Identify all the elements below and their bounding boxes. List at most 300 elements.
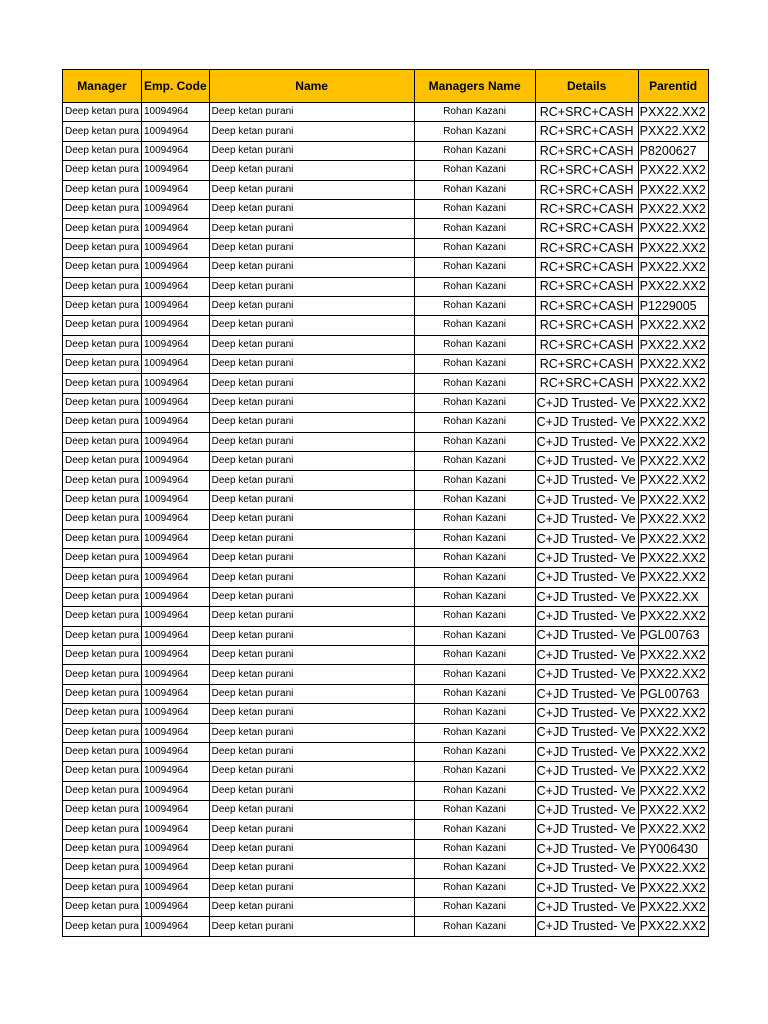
cell-emp-code[interactable]: 10094964	[141, 199, 209, 218]
cell-emp-code[interactable]: 10094964	[141, 141, 209, 160]
cell-manager[interactable]: Deep ketan pura	[63, 490, 142, 509]
cell-parentid[interactable]: PXX22.XX2	[638, 374, 708, 393]
cell-manager[interactable]: Deep ketan pura	[63, 374, 142, 393]
cell-emp-code[interactable]: 10094964	[141, 374, 209, 393]
cell-name[interactable]: Deep ketan purani	[209, 452, 414, 471]
table-row	[63, 839, 709, 858]
cell-details[interactable]: C+JD Trusted- Ve	[535, 742, 638, 761]
cell-details[interactable]: C+JD Trusted- Ve	[535, 432, 638, 451]
cell-name[interactable]: Deep ketan purani	[209, 355, 414, 374]
cell-details[interactable]: C+JD Trusted- Ve	[535, 839, 638, 858]
cell-parentid[interactable]: PXX22.XX2	[638, 471, 708, 490]
cell-manager[interactable]: Deep ketan pura	[63, 161, 142, 180]
cell-name[interactable]: Deep ketan purani	[209, 781, 414, 800]
cell-details[interactable]: C+JD Trusted- Ve	[535, 510, 638, 529]
cell-manager[interactable]: Deep ketan pura	[63, 645, 142, 664]
cell-name[interactable]: Deep ketan purani	[209, 122, 414, 141]
cell-managers-name[interactable]: Rohan Kazani	[414, 355, 535, 374]
cell-details[interactable]: RC+SRC+CASH	[535, 199, 638, 218]
cell-name[interactable]: Deep ketan purani	[209, 258, 414, 277]
table-body	[63, 103, 709, 937]
table-row	[63, 781, 709, 800]
table-row	[63, 161, 709, 180]
table-row	[63, 452, 709, 471]
cell-details[interactable]: RC+SRC+CASH	[535, 296, 638, 315]
cell-managers-name[interactable]: Rohan Kazani	[414, 704, 535, 723]
cell-managers-name[interactable]: Rohan Kazani	[414, 432, 535, 451]
cell-managers-name[interactable]: Rohan Kazani	[414, 471, 535, 490]
cell-manager[interactable]: Deep ketan pura	[63, 859, 142, 878]
cell-details[interactable]: C+JD Trusted- Ve	[535, 878, 638, 897]
cell-emp-code[interactable]: 10094964	[141, 820, 209, 839]
cell-details[interactable]: C+JD Trusted- Ve	[535, 723, 638, 742]
cell-managers-name[interactable]: Rohan Kazani	[414, 258, 535, 277]
cell-name[interactable]: Deep ketan purani	[209, 219, 414, 238]
cell-parentid[interactable]: PXX22.XX2	[638, 568, 708, 587]
cell-details[interactable]: RC+SRC+CASH	[535, 161, 638, 180]
cell-parentid[interactable]: PXX22.XX2	[638, 219, 708, 238]
cell-managers-name[interactable]: Rohan Kazani	[414, 161, 535, 180]
cell-managers-name[interactable]: Rohan Kazani	[414, 180, 535, 199]
cell-parentid[interactable]: PXX22.XX2	[638, 103, 708, 122]
cell-emp-code[interactable]: 10094964	[141, 665, 209, 684]
cell-parentid[interactable]: P1229005	[638, 296, 708, 315]
cell-name[interactable]: Deep ketan purani	[209, 820, 414, 839]
cell-parentid[interactable]: PXX22.XX2	[638, 161, 708, 180]
cell-emp-code[interactable]: 10094964	[141, 878, 209, 897]
cell-emp-code[interactable]: 10094964	[141, 316, 209, 335]
cell-emp-code[interactable]: 10094964	[141, 898, 209, 917]
cell-parentid[interactable]: PXX22.XX2	[638, 820, 708, 839]
cell-parentid[interactable]: PXX22.XX2	[638, 180, 708, 199]
cell-manager[interactable]: Deep ketan pura	[63, 432, 142, 451]
header-manager[interactable]: Manager	[63, 70, 142, 103]
cell-parentid[interactable]: PXX22.XX2	[638, 607, 708, 626]
cell-details[interactable]: C+JD Trusted- Ve	[535, 626, 638, 645]
cell-managers-name[interactable]: Rohan Kazani	[414, 878, 535, 897]
cell-name[interactable]: Deep ketan purani	[209, 277, 414, 296]
cell-managers-name[interactable]: Rohan Kazani	[414, 316, 535, 335]
cell-parentid[interactable]: PXX22.XX2	[638, 452, 708, 471]
cell-details[interactable]: RC+SRC+CASH	[535, 374, 638, 393]
cell-details[interactable]: RC+SRC+CASH	[535, 141, 638, 160]
cell-emp-code[interactable]: 10094964	[141, 219, 209, 238]
cell-parentid[interactable]: PXX22.XX2	[638, 199, 708, 218]
cell-managers-name[interactable]: Rohan Kazani	[414, 898, 535, 917]
cell-parentid[interactable]: PXX22.XX2	[638, 548, 708, 567]
cell-manager[interactable]: Deep ketan pura	[63, 316, 142, 335]
cell-name[interactable]: Deep ketan purani	[209, 723, 414, 742]
cell-details[interactable]: C+JD Trusted- Ve	[535, 917, 638, 936]
cell-emp-code[interactable]: 10094964	[141, 413, 209, 432]
table-row	[63, 742, 709, 761]
cell-emp-code[interactable]: 10094964	[141, 471, 209, 490]
cell-details[interactable]: RC+SRC+CASH	[535, 258, 638, 277]
cell-emp-code[interactable]: 10094964	[141, 859, 209, 878]
cell-manager[interactable]: Deep ketan pura	[63, 665, 142, 684]
cell-name[interactable]: Deep ketan purani	[209, 413, 414, 432]
table-row	[63, 393, 709, 412]
cell-name[interactable]: Deep ketan purani	[209, 141, 414, 160]
cell-name[interactable]: Deep ketan purani	[209, 684, 414, 703]
table-row	[63, 374, 709, 393]
cell-manager[interactable]: Deep ketan pura	[63, 180, 142, 199]
cell-details[interactable]: C+JD Trusted- Ve	[535, 704, 638, 723]
cell-parentid[interactable]: PXX22.XX	[638, 587, 708, 606]
cell-parentid[interactable]: PXX22.XX2	[638, 645, 708, 664]
cell-manager[interactable]: Deep ketan pura	[63, 801, 142, 820]
cell-manager[interactable]: Deep ketan pura	[63, 626, 142, 645]
cell-details[interactable]: C+JD Trusted- Ve	[535, 568, 638, 587]
table-row	[63, 199, 709, 218]
cell-managers-name[interactable]: Rohan Kazani	[414, 219, 535, 238]
cell-manager[interactable]: Deep ketan pura	[63, 878, 142, 897]
cell-parentid[interactable]: PXX22.XX2	[638, 355, 708, 374]
cell-managers-name[interactable]: Rohan Kazani	[414, 122, 535, 141]
cell-parentid[interactable]: PXX22.XX2	[638, 859, 708, 878]
header-name[interactable]: Name	[209, 70, 414, 103]
cell-emp-code[interactable]: 10094964	[141, 607, 209, 626]
cell-emp-code[interactable]: 10094964	[141, 490, 209, 509]
cell-name[interactable]: Deep ketan purani	[209, 587, 414, 606]
cell-name[interactable]: Deep ketan purani	[209, 626, 414, 645]
cell-parentid[interactable]: PXX22.XX2	[638, 801, 708, 820]
cell-details[interactable]: RC+SRC+CASH	[535, 277, 638, 296]
cell-emp-code[interactable]: 10094964	[141, 548, 209, 567]
cell-emp-code[interactable]: 10094964	[141, 355, 209, 374]
cell-managers-name[interactable]: Rohan Kazani	[414, 393, 535, 412]
cell-manager[interactable]: Deep ketan pura	[63, 684, 142, 703]
cell-manager[interactable]: Deep ketan pura	[63, 393, 142, 412]
cell-manager[interactable]: Deep ketan pura	[63, 452, 142, 471]
cell-name[interactable]: Deep ketan purani	[209, 704, 414, 723]
cell-manager[interactable]: Deep ketan pura	[63, 141, 142, 160]
table-row	[63, 587, 709, 606]
cell-emp-code[interactable]: 10094964	[141, 781, 209, 800]
cell-details[interactable]: C+JD Trusted- Ve	[535, 490, 638, 509]
cell-details[interactable]: C+JD Trusted- Ve	[535, 393, 638, 412]
cell-name[interactable]: Deep ketan purani	[209, 859, 414, 878]
cell-manager[interactable]: Deep ketan pura	[63, 548, 142, 567]
table-row	[63, 645, 709, 664]
cell-parentid[interactable]: PXX22.XX2	[638, 742, 708, 761]
cell-managers-name[interactable]: Rohan Kazani	[414, 781, 535, 800]
cell-details[interactable]: C+JD Trusted- Ve	[535, 801, 638, 820]
cell-managers-name[interactable]: Rohan Kazani	[414, 277, 535, 296]
cell-manager[interactable]: Deep ketan pura	[63, 529, 142, 548]
cell-details[interactable]: C+JD Trusted- Ve	[535, 645, 638, 664]
table-row	[63, 258, 709, 277]
cell-emp-code[interactable]: 10094964	[141, 762, 209, 781]
cell-manager[interactable]: Deep ketan pura	[63, 277, 142, 296]
cell-manager[interactable]: Deep ketan pura	[63, 917, 142, 936]
cell-name[interactable]: Deep ketan purani	[209, 645, 414, 664]
table-row	[63, 103, 709, 122]
cell-name[interactable]: Deep ketan purani	[209, 510, 414, 529]
cell-name[interactable]: Deep ketan purani	[209, 742, 414, 761]
cell-details[interactable]: C+JD Trusted- Ve	[535, 548, 638, 567]
cell-managers-name[interactable]: Rohan Kazani	[414, 529, 535, 548]
cell-manager[interactable]: Deep ketan pura	[63, 238, 142, 257]
cell-details[interactable]: RC+SRC+CASH	[535, 238, 638, 257]
cell-parentid[interactable]: PGL00763	[638, 626, 708, 645]
cell-emp-code[interactable]: 10094964	[141, 704, 209, 723]
cell-emp-code[interactable]: 10094964	[141, 723, 209, 742]
cell-details[interactable]: RC+SRC+CASH	[535, 180, 638, 199]
cell-emp-code[interactable]: 10094964	[141, 432, 209, 451]
header-details[interactable]: Details	[535, 70, 638, 103]
table-row	[63, 529, 709, 548]
cell-details[interactable]: RC+SRC+CASH	[535, 219, 638, 238]
cell-name[interactable]: Deep ketan purani	[209, 878, 414, 897]
cell-parentid[interactable]: PXX22.XX2	[638, 917, 708, 936]
cell-managers-name[interactable]: Rohan Kazani	[414, 141, 535, 160]
cell-manager[interactable]: Deep ketan pura	[63, 103, 142, 122]
cell-details[interactable]: C+JD Trusted- Ve	[535, 471, 638, 490]
cell-managers-name[interactable]: Rohan Kazani	[414, 820, 535, 839]
cell-emp-code[interactable]: 10094964	[141, 568, 209, 587]
cell-managers-name[interactable]: Rohan Kazani	[414, 335, 535, 354]
cell-manager[interactable]: Deep ketan pura	[63, 471, 142, 490]
cell-name[interactable]: Deep ketan purani	[209, 199, 414, 218]
cell-manager[interactable]: Deep ketan pura	[63, 199, 142, 218]
cell-name[interactable]: Deep ketan purani	[209, 180, 414, 199]
table-row	[63, 762, 709, 781]
cell-managers-name[interactable]: Rohan Kazani	[414, 742, 535, 761]
cell-name[interactable]: Deep ketan purani	[209, 898, 414, 917]
table-row	[63, 626, 709, 645]
cell-emp-code[interactable]: 10094964	[141, 296, 209, 315]
cell-emp-code[interactable]: 10094964	[141, 103, 209, 122]
cell-manager[interactable]: Deep ketan pura	[63, 820, 142, 839]
cell-emp-code[interactable]: 10094964	[141, 626, 209, 645]
table-row	[63, 238, 709, 257]
cell-parentid[interactable]: PXX22.XX2	[638, 413, 708, 432]
cell-name[interactable]: Deep ketan purani	[209, 548, 414, 567]
cell-manager[interactable]: Deep ketan pura	[63, 781, 142, 800]
cell-name[interactable]: Deep ketan purani	[209, 296, 414, 315]
cell-name[interactable]: Deep ketan purani	[209, 490, 414, 509]
header-managers-name[interactable]: Managers Name	[414, 70, 535, 103]
cell-managers-name[interactable]: Rohan Kazani	[414, 568, 535, 587]
cell-details[interactable]: C+JD Trusted- Ve	[535, 820, 638, 839]
cell-parentid[interactable]: PXX22.XX2	[638, 258, 708, 277]
cell-details[interactable]: RC+SRC+CASH	[535, 316, 638, 335]
cell-parentid[interactable]: PGL00763	[638, 684, 708, 703]
spreadsheet-table	[62, 69, 709, 937]
cell-name[interactable]: Deep ketan purani	[209, 762, 414, 781]
table-row	[63, 684, 709, 703]
table-row	[63, 432, 709, 451]
cell-emp-code[interactable]: 10094964	[141, 801, 209, 820]
cell-manager[interactable]: Deep ketan pura	[63, 742, 142, 761]
cell-managers-name[interactable]: Rohan Kazani	[414, 723, 535, 742]
cell-details[interactable]: RC+SRC+CASH	[535, 335, 638, 354]
cell-emp-code[interactable]: 10094964	[141, 529, 209, 548]
cell-managers-name[interactable]: Rohan Kazani	[414, 199, 535, 218]
cell-managers-name[interactable]: Rohan Kazani	[414, 452, 535, 471]
cell-managers-name[interactable]: Rohan Kazani	[414, 684, 535, 703]
table-row	[63, 277, 709, 296]
cell-details[interactable]: RC+SRC+CASH	[535, 103, 638, 122]
cell-parentid[interactable]: PXX22.XX2	[638, 878, 708, 897]
header-emp-code[interactable]: Emp. Code	[141, 70, 209, 103]
cell-managers-name[interactable]: Rohan Kazani	[414, 645, 535, 664]
table-row	[63, 548, 709, 567]
cell-emp-code[interactable]: 10094964	[141, 335, 209, 354]
cell-managers-name[interactable]: Rohan Kazani	[414, 103, 535, 122]
cell-details[interactable]: C+JD Trusted- Ve	[535, 587, 638, 606]
cell-details[interactable]: C+JD Trusted- Ve	[535, 665, 638, 684]
cell-emp-code[interactable]: 10094964	[141, 393, 209, 412]
cell-parentid[interactable]: PXX22.XX2	[638, 781, 708, 800]
cell-name[interactable]: Deep ketan purani	[209, 335, 414, 354]
cell-details[interactable]: C+JD Trusted- Ve	[535, 781, 638, 800]
cell-name[interactable]: Deep ketan purani	[209, 801, 414, 820]
table-row	[63, 355, 709, 374]
cell-managers-name[interactable]: Rohan Kazani	[414, 801, 535, 820]
cell-emp-code[interactable]: 10094964	[141, 258, 209, 277]
cell-name[interactable]: Deep ketan purani	[209, 568, 414, 587]
cell-details[interactable]: C+JD Trusted- Ve	[535, 859, 638, 878]
cell-parentid[interactable]: PXX22.XX2	[638, 529, 708, 548]
cell-emp-code[interactable]: 10094964	[141, 238, 209, 257]
cell-managers-name[interactable]: Rohan Kazani	[414, 607, 535, 626]
cell-emp-code[interactable]: 10094964	[141, 452, 209, 471]
cell-name[interactable]: Deep ketan purani	[209, 432, 414, 451]
table-row	[63, 607, 709, 626]
cell-managers-name[interactable]: Rohan Kazani	[414, 548, 535, 567]
cell-parentid[interactable]: PXX22.XX2	[638, 277, 708, 296]
cell-parentid[interactable]: PXX22.XX2	[638, 432, 708, 451]
cell-emp-code[interactable]: 10094964	[141, 839, 209, 858]
cell-parentid[interactable]: PY006430	[638, 839, 708, 858]
cell-managers-name[interactable]: Rohan Kazani	[414, 859, 535, 878]
cell-managers-name[interactable]: Rohan Kazani	[414, 917, 535, 936]
cell-manager[interactable]: Deep ketan pura	[63, 219, 142, 238]
cell-managers-name[interactable]: Rohan Kazani	[414, 490, 535, 509]
cell-emp-code[interactable]: 10094964	[141, 742, 209, 761]
cell-manager[interactable]: Deep ketan pura	[63, 587, 142, 606]
cell-details[interactable]: C+JD Trusted- Ve	[535, 762, 638, 781]
cell-manager[interactable]: Deep ketan pura	[63, 258, 142, 277]
cell-details[interactable]: C+JD Trusted- Ve	[535, 898, 638, 917]
cell-managers-name[interactable]: Rohan Kazani	[414, 510, 535, 529]
cell-emp-code[interactable]: 10094964	[141, 684, 209, 703]
cell-emp-code[interactable]: 10094964	[141, 277, 209, 296]
cell-name[interactable]: Deep ketan purani	[209, 665, 414, 684]
cell-managers-name[interactable]: Rohan Kazani	[414, 626, 535, 645]
table-row	[63, 568, 709, 587]
cell-parentid[interactable]: PXX22.XX2	[638, 490, 708, 509]
cell-managers-name[interactable]: Rohan Kazani	[414, 665, 535, 684]
cell-details[interactable]: RC+SRC+CASH	[535, 355, 638, 374]
cell-parentid[interactable]: PXX22.XX2	[638, 238, 708, 257]
cell-managers-name[interactable]: Rohan Kazani	[414, 296, 535, 315]
cell-parentid[interactable]: PXX22.XX2	[638, 898, 708, 917]
cell-details[interactable]: RC+SRC+CASH	[535, 122, 638, 141]
cell-parentid[interactable]: PXX22.XX2	[638, 316, 708, 335]
header-row	[63, 70, 709, 103]
cell-parentid[interactable]: P8200627	[638, 141, 708, 160]
cell-details[interactable]: C+JD Trusted- Ve	[535, 607, 638, 626]
cell-manager[interactable]: Deep ketan pura	[63, 335, 142, 354]
cell-name[interactable]: Deep ketan purani	[209, 374, 414, 393]
cell-details[interactable]: C+JD Trusted- Ve	[535, 684, 638, 703]
cell-emp-code[interactable]: 10094964	[141, 510, 209, 529]
cell-details[interactable]: C+JD Trusted- Ve	[535, 452, 638, 471]
cell-details[interactable]: C+JD Trusted- Ve	[535, 529, 638, 548]
cell-name[interactable]: Deep ketan purani	[209, 161, 414, 180]
cell-name[interactable]: Deep ketan purani	[209, 839, 414, 858]
table-row	[63, 335, 709, 354]
cell-emp-code[interactable]: 10094964	[141, 122, 209, 141]
cell-manager[interactable]: Deep ketan pura	[63, 607, 142, 626]
cell-name[interactable]: Deep ketan purani	[209, 103, 414, 122]
cell-manager[interactable]: Deep ketan pura	[63, 762, 142, 781]
cell-managers-name[interactable]: Rohan Kazani	[414, 587, 535, 606]
table-row	[63, 820, 709, 839]
cell-name[interactable]: Deep ketan purani	[209, 238, 414, 257]
cell-name[interactable]: Deep ketan purani	[209, 393, 414, 412]
cell-managers-name[interactable]: Rohan Kazani	[414, 413, 535, 432]
cell-manager[interactable]: Deep ketan pura	[63, 568, 142, 587]
cell-manager[interactable]: Deep ketan pura	[63, 898, 142, 917]
table-row	[63, 141, 709, 160]
cell-parentid[interactable]: PXX22.XX2	[638, 723, 708, 742]
cell-manager[interactable]: Deep ketan pura	[63, 704, 142, 723]
cell-managers-name[interactable]: Rohan Kazani	[414, 374, 535, 393]
cell-parentid[interactable]: PXX22.XX2	[638, 510, 708, 529]
table-row	[63, 180, 709, 199]
cell-manager[interactable]: Deep ketan pura	[63, 122, 142, 141]
cell-emp-code[interactable]: 10094964	[141, 645, 209, 664]
table-row	[63, 878, 709, 897]
cell-name[interactable]: Deep ketan purani	[209, 607, 414, 626]
cell-manager[interactable]: Deep ketan pura	[63, 296, 142, 315]
cell-managers-name[interactable]: Rohan Kazani	[414, 762, 535, 781]
cell-emp-code[interactable]: 10094964	[141, 587, 209, 606]
cell-parentid[interactable]: PXX22.XX2	[638, 393, 708, 412]
cell-emp-code[interactable]: 10094964	[141, 180, 209, 199]
cell-managers-name[interactable]: Rohan Kazani	[414, 839, 535, 858]
cell-emp-code[interactable]: 10094964	[141, 161, 209, 180]
cell-manager[interactable]: Deep ketan pura	[63, 413, 142, 432]
cell-parentid[interactable]: PXX22.XX2	[638, 335, 708, 354]
cell-manager[interactable]: Deep ketan pura	[63, 723, 142, 742]
cell-name[interactable]: Deep ketan purani	[209, 529, 414, 548]
cell-details[interactable]: C+JD Trusted- Ve	[535, 413, 638, 432]
cell-parentid[interactable]: PXX22.XX2	[638, 665, 708, 684]
cell-managers-name[interactable]: Rohan Kazani	[414, 238, 535, 257]
cell-emp-code[interactable]: 10094964	[141, 917, 209, 936]
cell-parentid[interactable]: PXX22.XX2	[638, 762, 708, 781]
cell-manager[interactable]: Deep ketan pura	[63, 839, 142, 858]
cell-name[interactable]: Deep ketan purani	[209, 316, 414, 335]
table-row	[63, 316, 709, 335]
cell-manager[interactable]: Deep ketan pura	[63, 355, 142, 374]
cell-manager[interactable]: Deep ketan pura	[63, 510, 142, 529]
table-row	[63, 898, 709, 917]
table-row	[63, 723, 709, 742]
cell-parentid[interactable]: PXX22.XX2	[638, 704, 708, 723]
cell-name[interactable]: Deep ketan purani	[209, 917, 414, 936]
table-row	[63, 801, 709, 820]
header-parentid[interactable]: Parentid	[638, 70, 708, 103]
cell-name[interactable]: Deep ketan purani	[209, 471, 414, 490]
cell-parentid[interactable]: PXX22.XX2	[638, 122, 708, 141]
table-row	[63, 917, 709, 936]
